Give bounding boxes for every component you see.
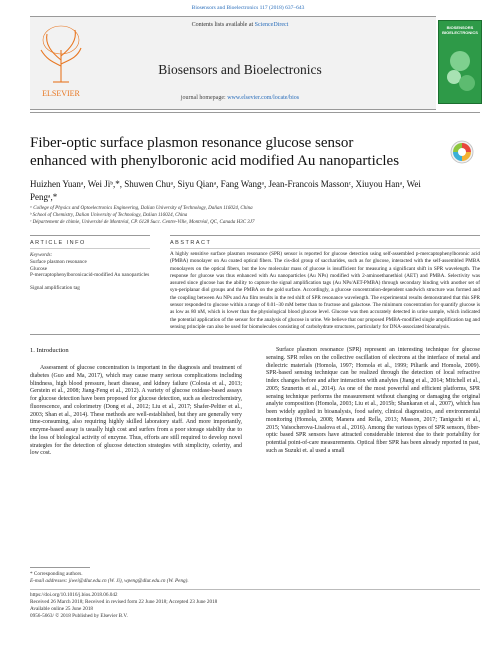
elsevier-logo-icon[interactable] [33,20,89,100]
footnote-rule [30,567,90,568]
cover-title: BIOSENSORS BIOELECTRONICS [442,25,478,35]
article-info-rule [30,235,150,236]
abstract-heading: ABSTRACT [170,240,212,246]
intro-paragraph: Assessment of glucose concentration is important in the diagnosis and treatment of diabetes (Guo and Ma, 2017), which may cause many serious complications including blindness, high blood pressure, heart disease, and kidney failure (Colosia et al., 2013; Gerstein et al., 2008; Jiang-Feng et al., 2012). A variety of glucose oxidase-based assays for glucose detection have been proposed for glucose detection, such as electrochemistry, fluorescence, and colorimetry (Dong et al., 2012; Liu et al., 2017; Shafer-Peltier et al., 2003; Shan et al., 2014). These methods are well-established, but they are generally very time-consuming, also requiring highly skilled laboratory staff. And more importantly, enzyme-based assay is usually high cost and surfers from a poor storage stability due to the loss of biological activity of enzyme. Thus, efforts are still required to develop novel strategies for the detection of glucose detection strategies with simplicity, celerity, and low cost. [30,365,242,457]
abstract-rule [170,235,480,236]
available-online: Available online 25 June 2018 [30,606,94,612]
affiliation-b: ᵇ School of Chemistry, Dalian University of Technology, Dalian 116024, China [30,213,188,218]
abstract-subrule [170,248,480,249]
keyword-item: Glucose [30,265,47,272]
intro-column-right [266,347,480,456]
contents-line [90,22,390,28]
abstract-bottom-rule [30,334,480,335]
keyword-item: P-mercaptophenylboronicacid-modified Au nanoparticles [30,272,150,278]
section-heading: 1. Introduction [30,347,69,354]
doi-link[interactable]: https://doi.org/10.1016/j.bios.2018.06.042 [30,592,118,598]
intro-column-left [30,365,242,458]
svg-text:ELSEVIER: ELSEVIER [42,89,80,98]
email-addresses[interactable]: E-mail addresses: jiwei@dlut.edu.cn (W. Ji), wpeng@dlut.edu.cn (W. Peng). [30,578,189,584]
journal-cover-image[interactable] [438,20,482,104]
contents-prefix: Contents lists available at [191,22,255,28]
journal-citation[interactable]: Biosensors and Bioelectronics 117 (2018) 637–643 [191,5,305,11]
corresponding-note: * Corresponding authors. [30,571,83,577]
homepage-prefix: journal homepage: [180,95,228,101]
intro-paragraph: Surface plasmon resonance (SPR) represent an interesting technique for glucose sensing. SPR relies on the collective oscillation of electrons at the interface of metal and dielectric materials (Homola, 1997; Homola et al., 1999; Piliarik and Homola, 2009). SPR-based sensing technique can be realized through the detection of local refractive index changes before and after interaction with analytes (Jiang et al., 2014; Mitchell et al., 2005; Szunerits et al., 2014). As one of the most powerful and efficient platforms, SPR sensing technique performs the measurement without changing or damaging the original analyte composition (Homola, 2003; Liu et al., 2015b; Shankaran et al., 2007), which has been widely applied in bioanalysis, food safety, clinical diagnostics, and environmental monitoring (Homola, 2008; Manera and Rella, 2013; Masson, 2017; Taniguchi et al., 2015; Vaisocherova-Lisalova et al., 2016). Among the various types of SPR sensors, fiber-optic based SPR sensors have attracted considerable interest due to their portability for potential point-of-care measurements. Optical fiber SPR has been already reported in past, such as Suzuki et. al used a small [266,347,480,454]
sciencedirect-link[interactable]: ScienceDirect [254,22,289,28]
keyword-item: Surface plasmon resonance [30,259,87,265]
footer-rule [30,589,480,590]
keywords-label: Keywords: [30,252,53,258]
article-title: Fiber-optic surface plasmon resonance glucose sensor enhanced with phenylboronic acid modified Au nanoparticles [30,135,400,169]
affiliation-a: ᵃ College of Physics and Optoelectronics Engineering, Dalian University of Technology, Dalian 116024, China [30,206,253,211]
article-info-heading: ARTICLE INFO [30,240,86,246]
journal-homepage [90,95,390,101]
crossmark-icon[interactable] [450,140,474,164]
article-info-subrule [30,248,150,249]
keyword-item: Signal amplification tag [30,284,80,291]
received-dates: Received 26 March 2018; Received in revised form 22 June 2018; Accepted 23 June 2018 [30,599,218,605]
homepage-link[interactable]: www.elsevier.com/locate/bios [227,95,300,101]
header-divider [30,112,480,113]
cover-art-icon [443,41,477,97]
copyright-notice: 0956-5663/ © 2018 Published by Elsevier B.V. [30,613,128,619]
journal-name: Biosensors and Bioelectronics [158,62,322,77]
author-list: Huizhen Yuanᵃ, Wei Jiᵇ,*, Shuwen Chuᵃ, Siyu Qianᵃ, Fang Wangᵃ, Jean-Francois Massonᶜ, Xiuyou Hanᵃ, Wei Pengᵃ,* [30,179,421,202]
abstract-text: A highly sensitive surface plasmon resonance (SPR) sensor is reported for glucose detection using self-assembled p-mercaptophenylboronic acid (PMBA) monolayer on Au coated optical fibers. The cis-diol group of saccharides, such as for glucose, interacted with the self-assembled PMBA monolayers on the optical fibers, but the low molecular mass of glucose is insufficient for measuring a significant shift in SPR wavelength. The response for glucose was thus enhanced with Au nanoparticles (Au NPs) modified with 2-aminoethanethiol (AET) and PMBA. Selectivity was assured since glucose has the ability to capture the signal amplification tags (Au NPs/AET-PMBA) through secondary binding with another set of syn-periplanar diol groups and the PMBA on the gold surface. Accordingly, a glucose concentration-dependent sandwich structure was formed and the coupling between Au NPs and Au film results in the red shift of SPR resonance wavelength. The experimental results demonstrated that this SPR sensor responded to glucose within a range of 0.01–30 mM better than to fructose and galactose. The minimum concentration for quantify glucose is as low as 80 nM, which is lower than the physiological blood glucose level. Glucose was then accurately detected in urine sample, which indicated the potential application of the sensor for the analysis of glucose in urine. We believe that our proposed PMBA-modified single amplification tag and sensing principle can also be used for biomolecules consisting of carbohydrate structures, particularly for DNA-associated bioanalysis. [170,251,480,330]
affiliation-c: ᶜ Département de chimie, Université de Montréal, CP. 6128 Succ. Centre-Ville, Montréal, QC, Canada H3C 3J7 [30,220,255,225]
